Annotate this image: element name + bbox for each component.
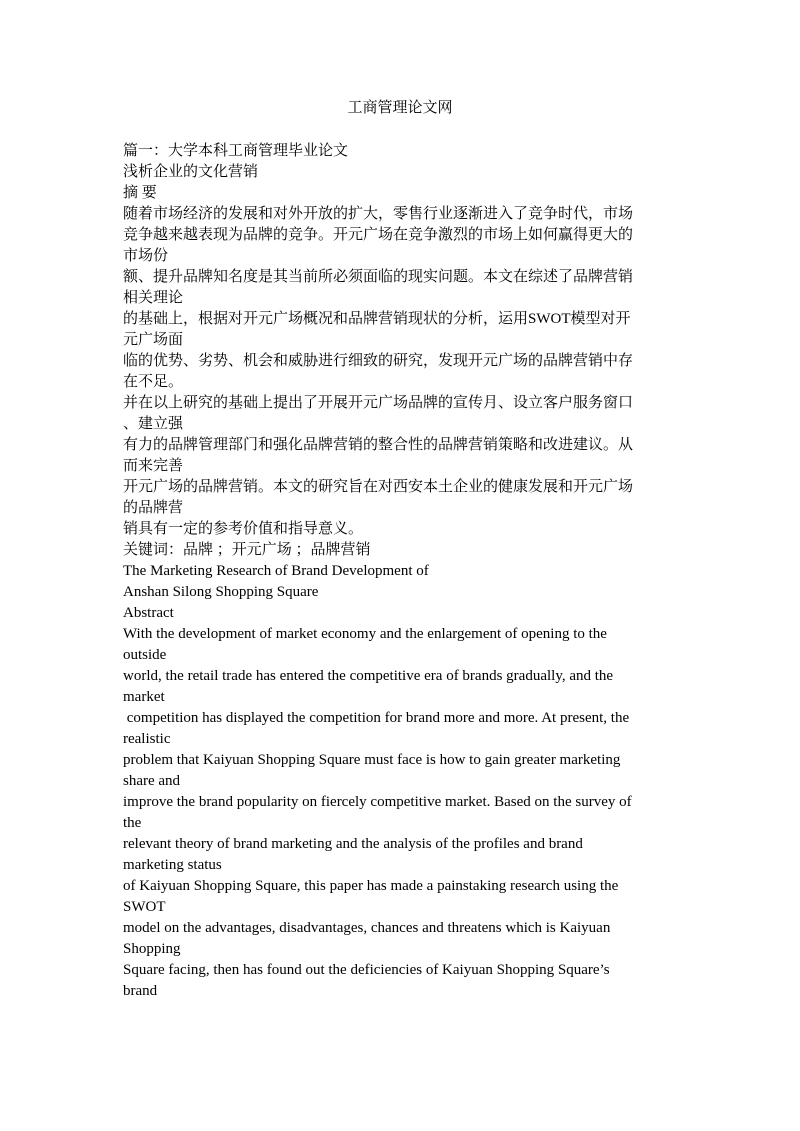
text-line: 的品牌营 bbox=[123, 500, 184, 516]
text-line: The Marketing Research of Brand Development of bbox=[123, 563, 429, 579]
text-line: 开元广场的品牌营销。本文的研究旨在对西安本土企业的健康发展和开元广场 bbox=[123, 479, 634, 495]
text-line: 摘 要 bbox=[123, 185, 157, 201]
text-line: 市场份 bbox=[123, 248, 169, 264]
text-line: 篇一：大学本科工商管理毕业论文 bbox=[123, 143, 349, 159]
text-line: the bbox=[123, 815, 142, 831]
text-line: brand bbox=[123, 983, 158, 999]
text-line: 的基础上，根据对开元广场概况和品牌营销现状的分析，运用SWOT模型对开 bbox=[123, 311, 631, 327]
text-line: 浅析企业的文化营销 bbox=[123, 164, 259, 180]
text-line: 在不足。 bbox=[123, 374, 184, 390]
text-line: 、建立强 bbox=[123, 416, 184, 432]
text-line: 相关理论 bbox=[123, 290, 184, 306]
page-title: 工商管理论文网 bbox=[347, 100, 453, 116]
text-line: realistic bbox=[123, 731, 171, 747]
text-line: of Kaiyuan Shopping Square, this paper has made a painstaking research using the bbox=[123, 878, 619, 894]
document-body bbox=[123, 141, 683, 1002]
text-line: problem that Kaiyuan Shopping Square must face is how to gain greater marketing bbox=[123, 752, 621, 768]
text-line: 关键词：品牌 ；开元广场 ；品牌营销 bbox=[123, 542, 371, 558]
text-line: 销具有一定的参考价值和指导意义。 bbox=[123, 521, 364, 537]
text-line: competition has displayed the competition for brand more and more. At present, the bbox=[123, 710, 630, 726]
text-line: SWOT bbox=[123, 899, 166, 915]
text-line: 随着市场经济的发展和对外开放的扩大，零售行业逐渐进入了竞争时代，市场 bbox=[123, 206, 634, 222]
text-line: Shopping bbox=[123, 941, 181, 957]
text-line: Anshan Silong Shopping Square bbox=[123, 584, 319, 600]
text-line: 竞争越来越表现为品牌的竞争。开元广场在竞争激烈的市场上如何赢得更大的 bbox=[123, 227, 634, 243]
text-line: outside bbox=[123, 647, 167, 663]
text-line: model on the advantages, disadvantages, chances and threatens which is Kaiyuan bbox=[123, 920, 611, 936]
text-line: Square facing, then has found out the deficiencies of Kaiyuan Shopping Square’s bbox=[123, 962, 610, 978]
text-line: 额、提升品牌知名度是其当前所必须面临的现实问题。本文在综述了品牌营销 bbox=[123, 269, 634, 285]
text-line: market bbox=[123, 689, 165, 705]
text-line: marketing status bbox=[123, 857, 222, 873]
text-line: 元广场面 bbox=[123, 332, 184, 348]
text-line: 有力的品牌管理部门和强化品牌营销的整合性的品牌营销策略和改进建议。从 bbox=[123, 437, 634, 453]
text-line: world, the retail trade has entered the competitive era of brands gradually, and the bbox=[123, 668, 614, 684]
text-line: 而来完善 bbox=[123, 458, 184, 474]
text-line: 临的优势、劣势、机会和威胁进行细致的研究，发现开元广场的品牌营销中存 bbox=[123, 353, 634, 369]
text-line: Abstract bbox=[123, 605, 174, 621]
text-line: 并在以上研究的基础上提出了开展开元广场品牌的宣传月、设立客户服务窗口 bbox=[123, 395, 634, 411]
text-line: With the development of market economy and the enlargement of opening to the bbox=[123, 626, 607, 642]
text-line: share and bbox=[123, 773, 181, 789]
text-line: improve the brand popularity on fiercely competitive market. Based on the survey of bbox=[123, 794, 632, 810]
text-line: relevant theory of brand marketing and the analysis of the profiles and brand bbox=[123, 836, 583, 852]
